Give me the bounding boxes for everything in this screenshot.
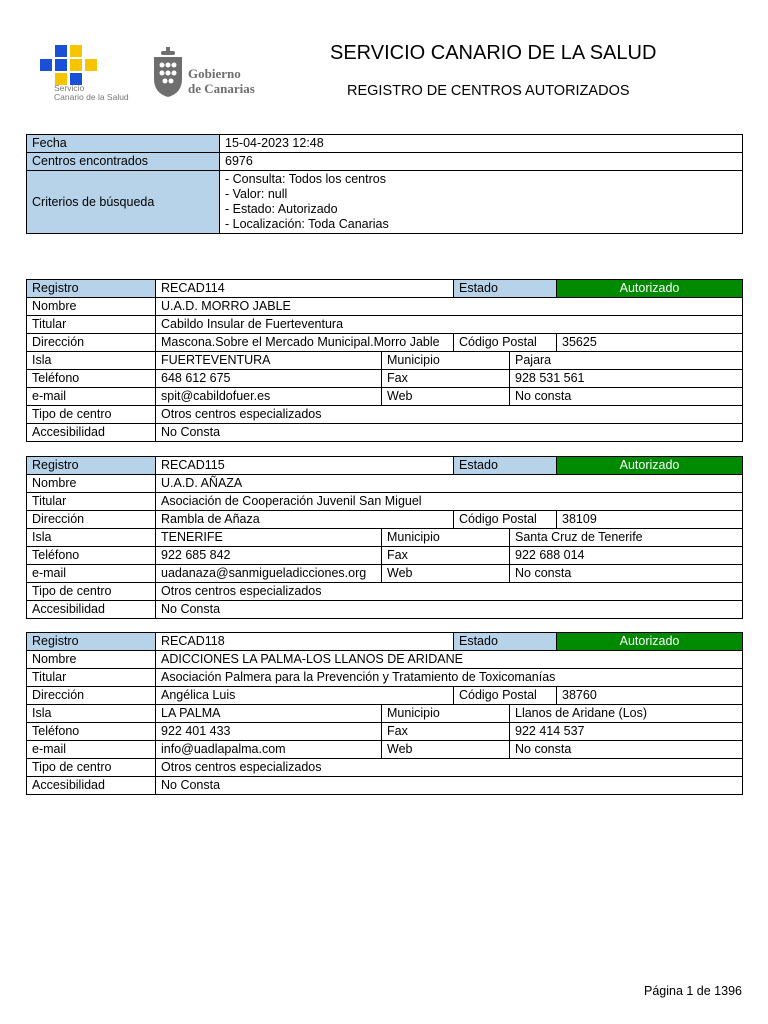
accesibilidad-label: Accesibilidad xyxy=(27,777,156,795)
email-value: uadanaza@sanmigueladicciones.org xyxy=(156,565,382,583)
accesibilidad-label: Accesibilidad xyxy=(27,601,156,619)
tipo-label: Tipo de centro xyxy=(27,406,156,424)
email-label: e-mail xyxy=(27,565,156,583)
estado-value: Autorizado xyxy=(557,457,743,475)
fecha-value: 15-04-2023 12:48 xyxy=(220,135,743,153)
page-title: SERVICIO CANARIO DE LA SALUD xyxy=(330,42,657,64)
fax-value: 922 688 014 xyxy=(510,547,743,565)
titular-value: Asociación Palmera para la Prevención y Tratamiento de Toxicomanías xyxy=(156,669,743,687)
titular-label: Titular xyxy=(27,669,156,687)
criterio-item: - Estado: Autorizado xyxy=(225,202,338,216)
registro-value: RECAD118 xyxy=(156,633,454,651)
municipio-value: Santa Cruz de Tenerife xyxy=(510,529,743,547)
page-subtitle: REGISTRO DE CENTROS AUTORIZADOS xyxy=(347,83,630,99)
accesibilidad-row xyxy=(27,424,743,442)
tipo-value: Otros centros especializados xyxy=(156,583,743,601)
fax-label: Fax xyxy=(382,547,510,565)
email-row xyxy=(27,388,743,406)
telefono-value: 922 685 842 xyxy=(156,547,382,565)
fecha-row xyxy=(27,135,743,153)
email-row xyxy=(27,565,743,583)
isla-row xyxy=(27,529,743,547)
direccion-row xyxy=(27,687,743,705)
direccion-value: Mascona.Sobre el Mercado Municipal.Morro Jable xyxy=(156,334,454,352)
centros-value: 6976 xyxy=(220,153,743,171)
titular-row xyxy=(27,669,743,687)
accesibilidad-row xyxy=(27,601,743,619)
telefono-label: Teléfono xyxy=(27,370,156,388)
tipo-value: Otros centros especializados xyxy=(156,759,743,777)
tipo-row xyxy=(27,583,743,601)
scs-logo-text-1: Servicio xyxy=(54,83,85,93)
gob-logo-text-2: de Canarias xyxy=(188,81,255,96)
record-table xyxy=(26,456,743,619)
codigo-postal-label: Código Postal xyxy=(454,334,557,352)
isla-label: Isla xyxy=(27,705,156,723)
isla-label: Isla xyxy=(27,352,156,370)
accesibilidad-value: No Consta xyxy=(156,777,743,795)
estado-label: Estado xyxy=(454,457,557,475)
nombre-value: ADICCIONES LA PALMA-LOS LLANOS DE ARIDANE xyxy=(156,651,743,669)
fax-value: 928 531 561 xyxy=(510,370,743,388)
scs-logo-text-2: Canario de la Salud xyxy=(54,92,129,102)
email-row xyxy=(27,741,743,759)
criterios-value xyxy=(220,171,743,234)
municipio-label: Municipio xyxy=(382,529,510,547)
telefono-value: 922 401 433 xyxy=(156,723,382,741)
registro-label: Registro xyxy=(27,280,156,298)
titular-row xyxy=(27,316,743,334)
municipio-label: Municipio xyxy=(382,705,510,723)
web-value: No consta xyxy=(510,388,743,406)
web-value: No consta xyxy=(510,741,743,759)
isla-value: FUERTEVENTURA xyxy=(156,352,382,370)
isla-row xyxy=(27,352,743,370)
page-number: Página 1 de 1396 xyxy=(643,984,742,998)
telefono-row xyxy=(27,723,743,741)
titular-value: Asociación de Cooperación Juvenil San Miguel xyxy=(156,493,743,511)
nombre-value: U.A.D. MORRO JABLE xyxy=(156,298,743,316)
estado-value: Autorizado xyxy=(557,633,743,651)
criterios-label: Criterios de búsqueda xyxy=(27,171,220,234)
web-label: Web xyxy=(382,388,510,406)
registro-value: RECAD114 xyxy=(156,280,454,298)
isla-value: LA PALMA xyxy=(156,705,382,723)
direccion-value: Angélica Luis xyxy=(156,687,454,705)
isla-row xyxy=(27,705,743,723)
titular-value: Cabildo Insular de Fuerteventura xyxy=(156,316,743,334)
email-label: e-mail xyxy=(27,388,156,406)
gobierno-canarias-logo xyxy=(152,45,272,105)
email-label: e-mail xyxy=(27,741,156,759)
criterio-item: - Consulta: Todos los centros xyxy=(225,172,386,186)
nombre-label: Nombre xyxy=(27,298,156,316)
tipo-row xyxy=(27,759,743,777)
registro-value: RECAD115 xyxy=(156,457,454,475)
registro-row xyxy=(27,457,743,475)
record-table xyxy=(26,632,743,795)
nombre-row xyxy=(27,651,743,669)
isla-value: TENERIFE xyxy=(156,529,382,547)
fecha-label: Fecha xyxy=(27,135,220,153)
codigo-postal-label: Código Postal xyxy=(454,511,557,529)
codigo-postal-value: 38109 xyxy=(557,511,743,529)
municipio-value: Llanos de Aridane (Los) xyxy=(510,705,743,723)
direccion-value: Rambla de Añaza xyxy=(156,511,454,529)
municipio-value: Pajara xyxy=(510,352,743,370)
codigo-postal-value: 38760 xyxy=(557,687,743,705)
isla-label: Isla xyxy=(27,529,156,547)
email-value: spit@cabildofuer.es xyxy=(156,388,382,406)
centros-row xyxy=(27,153,743,171)
direccion-label: Dirección xyxy=(27,511,156,529)
web-label: Web xyxy=(382,565,510,583)
criterio-item: - Localización: Toda Canarias xyxy=(225,217,389,231)
telefono-value: 648 612 675 xyxy=(156,370,382,388)
codigo-postal-label: Código Postal xyxy=(454,687,557,705)
municipio-label: Municipio xyxy=(382,352,510,370)
registro-row xyxy=(27,633,743,651)
criterio-item: - Valor: null xyxy=(225,187,288,201)
estado-label: Estado xyxy=(454,633,557,651)
estado-label: Estado xyxy=(454,280,557,298)
telefono-row xyxy=(27,547,743,565)
tipo-label: Tipo de centro xyxy=(27,759,156,777)
fax-label: Fax xyxy=(382,723,510,741)
titular-label: Titular xyxy=(27,493,156,511)
nombre-row xyxy=(27,475,743,493)
fax-value: 922 414 537 xyxy=(510,723,743,741)
accesibilidad-label: Accesibilidad xyxy=(27,424,156,442)
email-value: info@uadlapalma.com xyxy=(156,741,382,759)
nombre-value: U.A.D. AÑAZA xyxy=(156,475,743,493)
scs-logo xyxy=(40,45,145,105)
gob-logo-text-1: Gobierno xyxy=(188,66,241,81)
direccion-row xyxy=(27,334,743,352)
web-value: No consta xyxy=(510,565,743,583)
tipo-value: Otros centros especializados xyxy=(156,406,743,424)
tipo-label: Tipo de centro xyxy=(27,583,156,601)
titular-row xyxy=(27,493,743,511)
registro-row xyxy=(27,280,743,298)
tipo-row xyxy=(27,406,743,424)
nombre-label: Nombre xyxy=(27,475,156,493)
registro-label: Registro xyxy=(27,633,156,651)
direccion-label: Dirección xyxy=(27,334,156,352)
titular-label: Titular xyxy=(27,316,156,334)
direccion-row xyxy=(27,511,743,529)
codigo-postal-value: 35625 xyxy=(557,334,743,352)
nombre-label: Nombre xyxy=(27,651,156,669)
record-table xyxy=(26,279,743,442)
telefono-label: Teléfono xyxy=(27,547,156,565)
registro-label: Registro xyxy=(27,457,156,475)
nombre-row xyxy=(27,298,743,316)
telefono-label: Teléfono xyxy=(27,723,156,741)
search-info-table xyxy=(26,134,743,234)
accesibilidad-value: No Consta xyxy=(156,424,743,442)
criterios-row xyxy=(27,171,743,234)
telefono-row xyxy=(27,370,743,388)
direccion-label: Dirección xyxy=(27,687,156,705)
accesibilidad-row xyxy=(27,777,743,795)
estado-value: Autorizado xyxy=(557,280,743,298)
web-label: Web xyxy=(382,741,510,759)
centros-label: Centros encontrados xyxy=(27,153,220,171)
fax-label: Fax xyxy=(382,370,510,388)
accesibilidad-value: No Consta xyxy=(156,601,743,619)
